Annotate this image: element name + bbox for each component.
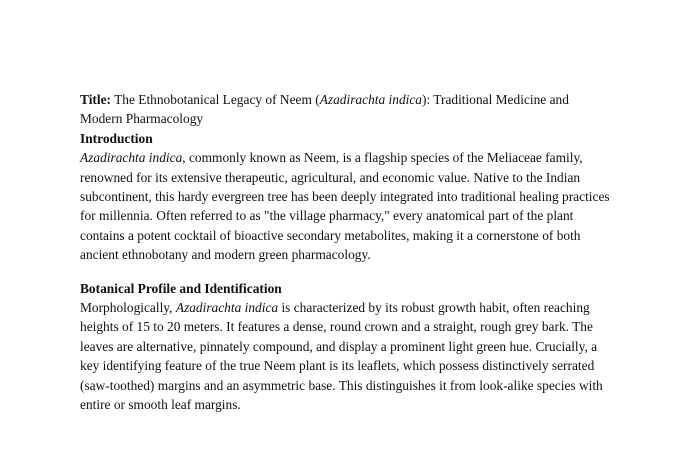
section-body-botanical-profile xyxy=(80,298,610,414)
botanical-italic-species: Azadirachta indica xyxy=(175,300,279,316)
title-text-after: ): Traditional Medicine and Modern Pharmacology xyxy=(80,92,569,127)
section-body-introduction xyxy=(80,148,610,264)
botanical-text-before: Morphologically, xyxy=(80,300,176,316)
section-botanical-profile xyxy=(80,279,610,415)
title-italic-species: Azadirachta indica xyxy=(319,92,422,107)
title-text-before: The Ethnobotanical Legacy of Neem ( xyxy=(111,92,320,107)
intro-body-text: , commonly known as Neem, is a flagship species of the Meliaceae family, renowned for its extensive therapeutic, agricultural, and economic value. Native to the Indian subcontinent, this hardy evergreen tree has been deeply integrated into traditional healing practices for millennia. Often referred to as "the village pharmacy," every anatomical part of the plant contains a potent cocktail of bioactive secondary metabolites, making it a cornerstone of both ancient ethnobotany and modern green pharmacology. xyxy=(80,150,610,263)
intro-italic-species: Azadirachta indica xyxy=(80,150,183,166)
botanical-body-text: is characterized by its robust growth habit, often reaching heights of 15 to 20 meters. It features a dense, round crown and a straight, rough grey bark. The leaves are alternative, pinnately compound, and display a prominent light green hue. Crucially, a key identifying feature of the true Neem plant is its leaflets, which possess distinctively serrated (saw-toothed) margins and an asymmetric base. This distinguishes it from look-alike species with entire or smooth leaf margins. xyxy=(80,300,603,413)
section-heading-botanical-profile: Botanical Profile and Identification xyxy=(80,280,282,296)
section-heading-introduction: Introduction xyxy=(80,130,153,146)
section-introduction xyxy=(80,129,610,265)
document-title xyxy=(80,90,610,129)
document-content xyxy=(80,90,610,429)
title-label: Title: xyxy=(80,92,111,107)
